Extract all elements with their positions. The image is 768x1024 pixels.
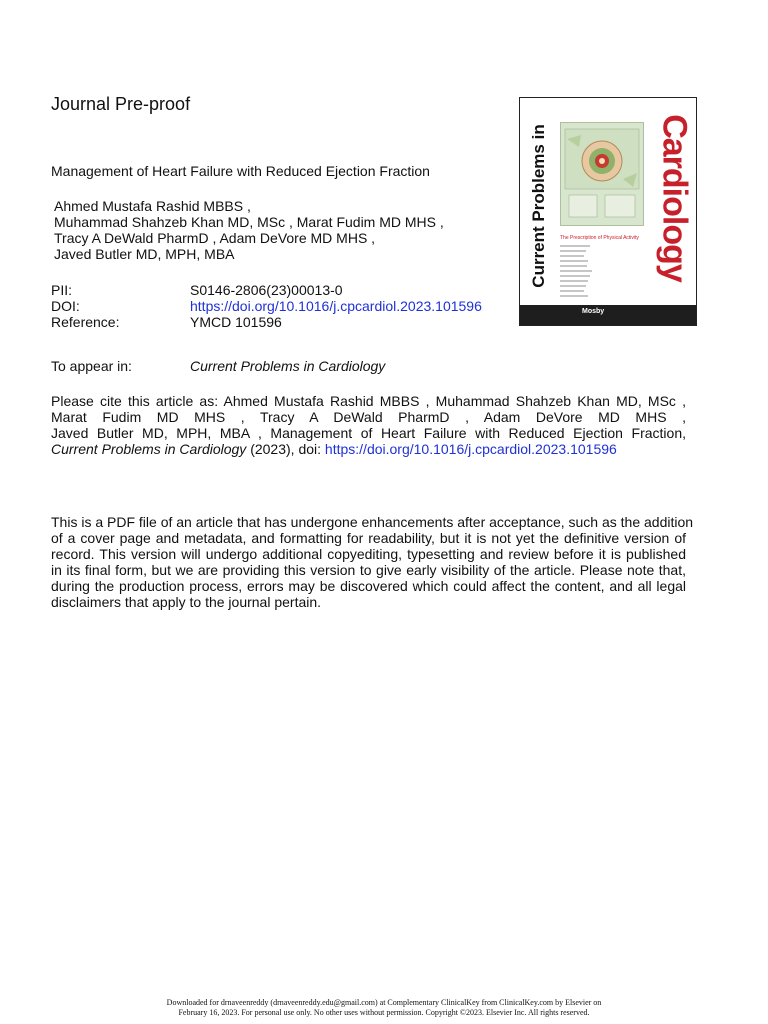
notice-line: This is a PDF file of an article that has undergone enhancements after acceptance, such as the addition <box>51 514 694 530</box>
cover-title-part1: Current Problems in <box>529 124 548 288</box>
doi-label: DOI: <box>51 298 80 314</box>
article-metadata <box>51 282 482 330</box>
footer-line: Downloaded for drnaveenreddy (drnaveenreddy.edu@gmail.com) at Complementary ClinicalKey from ClinicalKey.com by Elsevier on <box>166 998 602 1007</box>
cover-bottom-bar <box>520 305 696 325</box>
notice-line: during the production process, errors may be discovered which could affect the content, and all legal <box>51 578 686 594</box>
author-line: Ahmed Mustafa Rashid MBBS , <box>54 198 251 214</box>
reference-label: Reference: <box>51 314 120 330</box>
doi-row <box>51 298 482 314</box>
preproof-notice <box>51 514 694 610</box>
citation-journal: Current Problems in Cardiology <box>51 441 247 457</box>
doi-link[interactable]: https://doi.org/10.1016/j.cpcardiol.2023.101596 <box>190 298 482 314</box>
cover-author-lines <box>560 243 614 301</box>
citation-block <box>51 393 686 457</box>
cover-fine-print-lines <box>560 243 614 299</box>
journal-name: Current Problems in Cardiology <box>190 358 386 374</box>
citation-line-last <box>51 441 686 457</box>
appear-in-row <box>51 358 385 374</box>
download-footer <box>100 998 668 1018</box>
journal-cover-image <box>519 97 697 326</box>
pii-label: PII: <box>51 282 73 298</box>
citation-year: (2023), doi: <box>246 441 325 457</box>
page-heading: Journal Pre-proof <box>51 94 191 114</box>
reference-row <box>51 314 482 330</box>
pii-row <box>51 282 482 298</box>
author-line: Tracy A DeWald PharmD , Adam DeVore MD MHS , <box>54 230 376 246</box>
cover-illustration <box>560 122 644 226</box>
reference-value: YMCD 101596 <box>190 314 282 330</box>
citation-line: Marat Fudim MD MHS , Tracy A DeWald PharmD , Adam DeVore MD MHS , <box>51 409 686 425</box>
notice-line: of a cover page and metadata, and formatting for readability, but it is not yet the definitive version of <box>51 530 686 546</box>
article-title: Management of Heart Failure with Reduced Ejection Fraction <box>51 163 430 179</box>
heart-target-illustration <box>561 123 643 225</box>
cover-subtitle: The Prescription of Physical Activity <box>560 235 639 241</box>
pii-value: S0146-2806(23)00013-0 <box>190 282 343 298</box>
footer-line: February 16, 2023. For personal use only. No other uses without permission. Copyright ©2023. Elsevier Inc. All rights reserved. <box>178 1008 590 1017</box>
citation-line: Please cite this article as: Ahmed Mustafa Rashid MBBS , Muhammad Shahzeb Khan MD, MSc , <box>51 393 686 409</box>
author-list <box>54 198 444 262</box>
notice-line: disclaimers that apply to the journal pertain. <box>51 594 322 610</box>
appear-label: To appear in: <box>51 358 132 374</box>
cover-title-part2: Cardiology <box>655 114 694 282</box>
publisher-logo: Mosby <box>582 308 605 315</box>
author-line: Javed Butler MD, MPH, MBA <box>54 246 235 262</box>
author-line: Muhammad Shahzeb Khan MD, MSc , Marat Fudim MD MHS , <box>54 214 444 230</box>
notice-line: in its final form, but we are providing this version to give early visibility of the article. Please note that, <box>51 562 686 578</box>
notice-line: record. This version will undergo additional copyediting, typesetting and review before it is published <box>51 546 686 562</box>
citation-doi-link[interactable]: https://doi.org/10.1016/j.cpcardiol.2023.101596 <box>324 441 617 457</box>
citation-line: Javed Butler MD, MPH, MBA , Management of Heart Failure with Reduced Ejection Fraction, <box>51 425 686 441</box>
